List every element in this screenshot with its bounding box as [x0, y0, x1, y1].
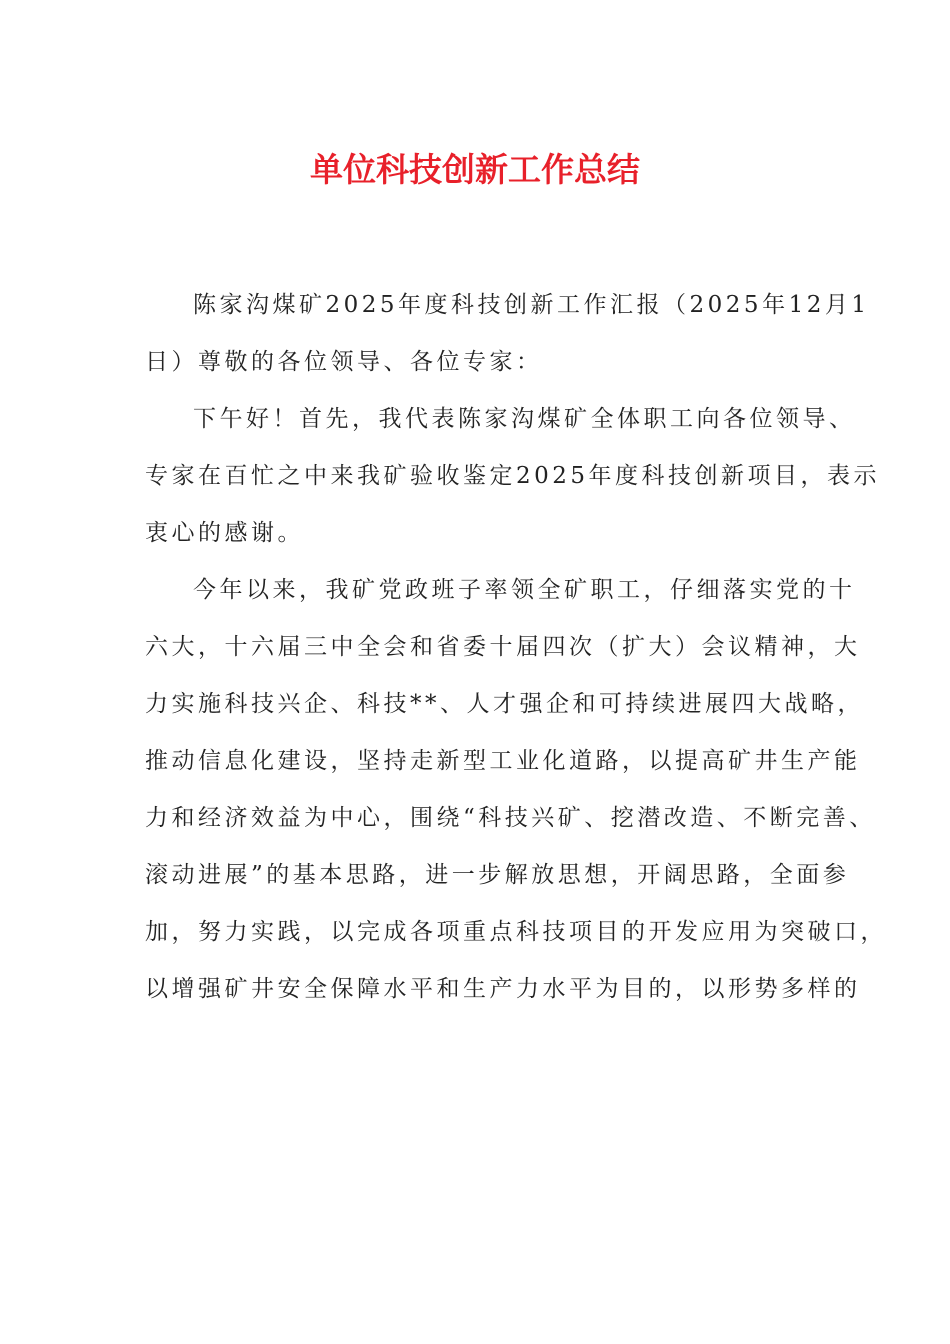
text-line: 衷心的感谢。 [145, 520, 304, 546]
paragraph-2 [145, 394, 881, 565]
text-line: 力和经济效益为中心，围绕“科技兴矿、挖潜改造、不断完善、 [145, 805, 876, 831]
text-line: 力实施科技兴企、科技**、人才强企和可持续进展四大战略， [145, 691, 864, 717]
text-line: 滚动进展”的基本思路，进一步解放思想，开阔思路，全面参 [145, 862, 850, 888]
document-body [145, 280, 887, 1021]
document-title: 单位科技创新工作总结 [310, 150, 640, 189]
text-line: 六大，十六届三中全会和省委十届四次（扩大）会议精神，大 [145, 634, 861, 660]
paragraph-1 [145, 280, 870, 394]
text-line: 日）尊敬的各位领导、各位专家： [145, 349, 543, 375]
paragraph-3 [145, 565, 887, 1021]
text-line: 专家在百忙之中来我矿验收鉴定2025年度科技创新项目，表示 [145, 463, 881, 489]
text-line: 下午好！首先，我代表陈家沟煤矿全体职工向各位领导、 [193, 406, 856, 432]
text-line: 今年以来，我矿党政班子率领全矿职工，仔细落实党的十 [193, 577, 856, 603]
text-line: 以增强矿井安全保障水平和生产力水平为目的，以形势多样的 [145, 976, 861, 1002]
text-line: 陈家沟煤矿2025年度科技创新工作汇报（2025年12月1 [193, 292, 870, 318]
text-line: 加，努力实践，以完成各项重点科技项目的开发应用为突破口， [145, 919, 887, 945]
text-line: 推动信息化建设，坚持走新型工业化道路，以提高矿井生产能 [145, 748, 861, 774]
